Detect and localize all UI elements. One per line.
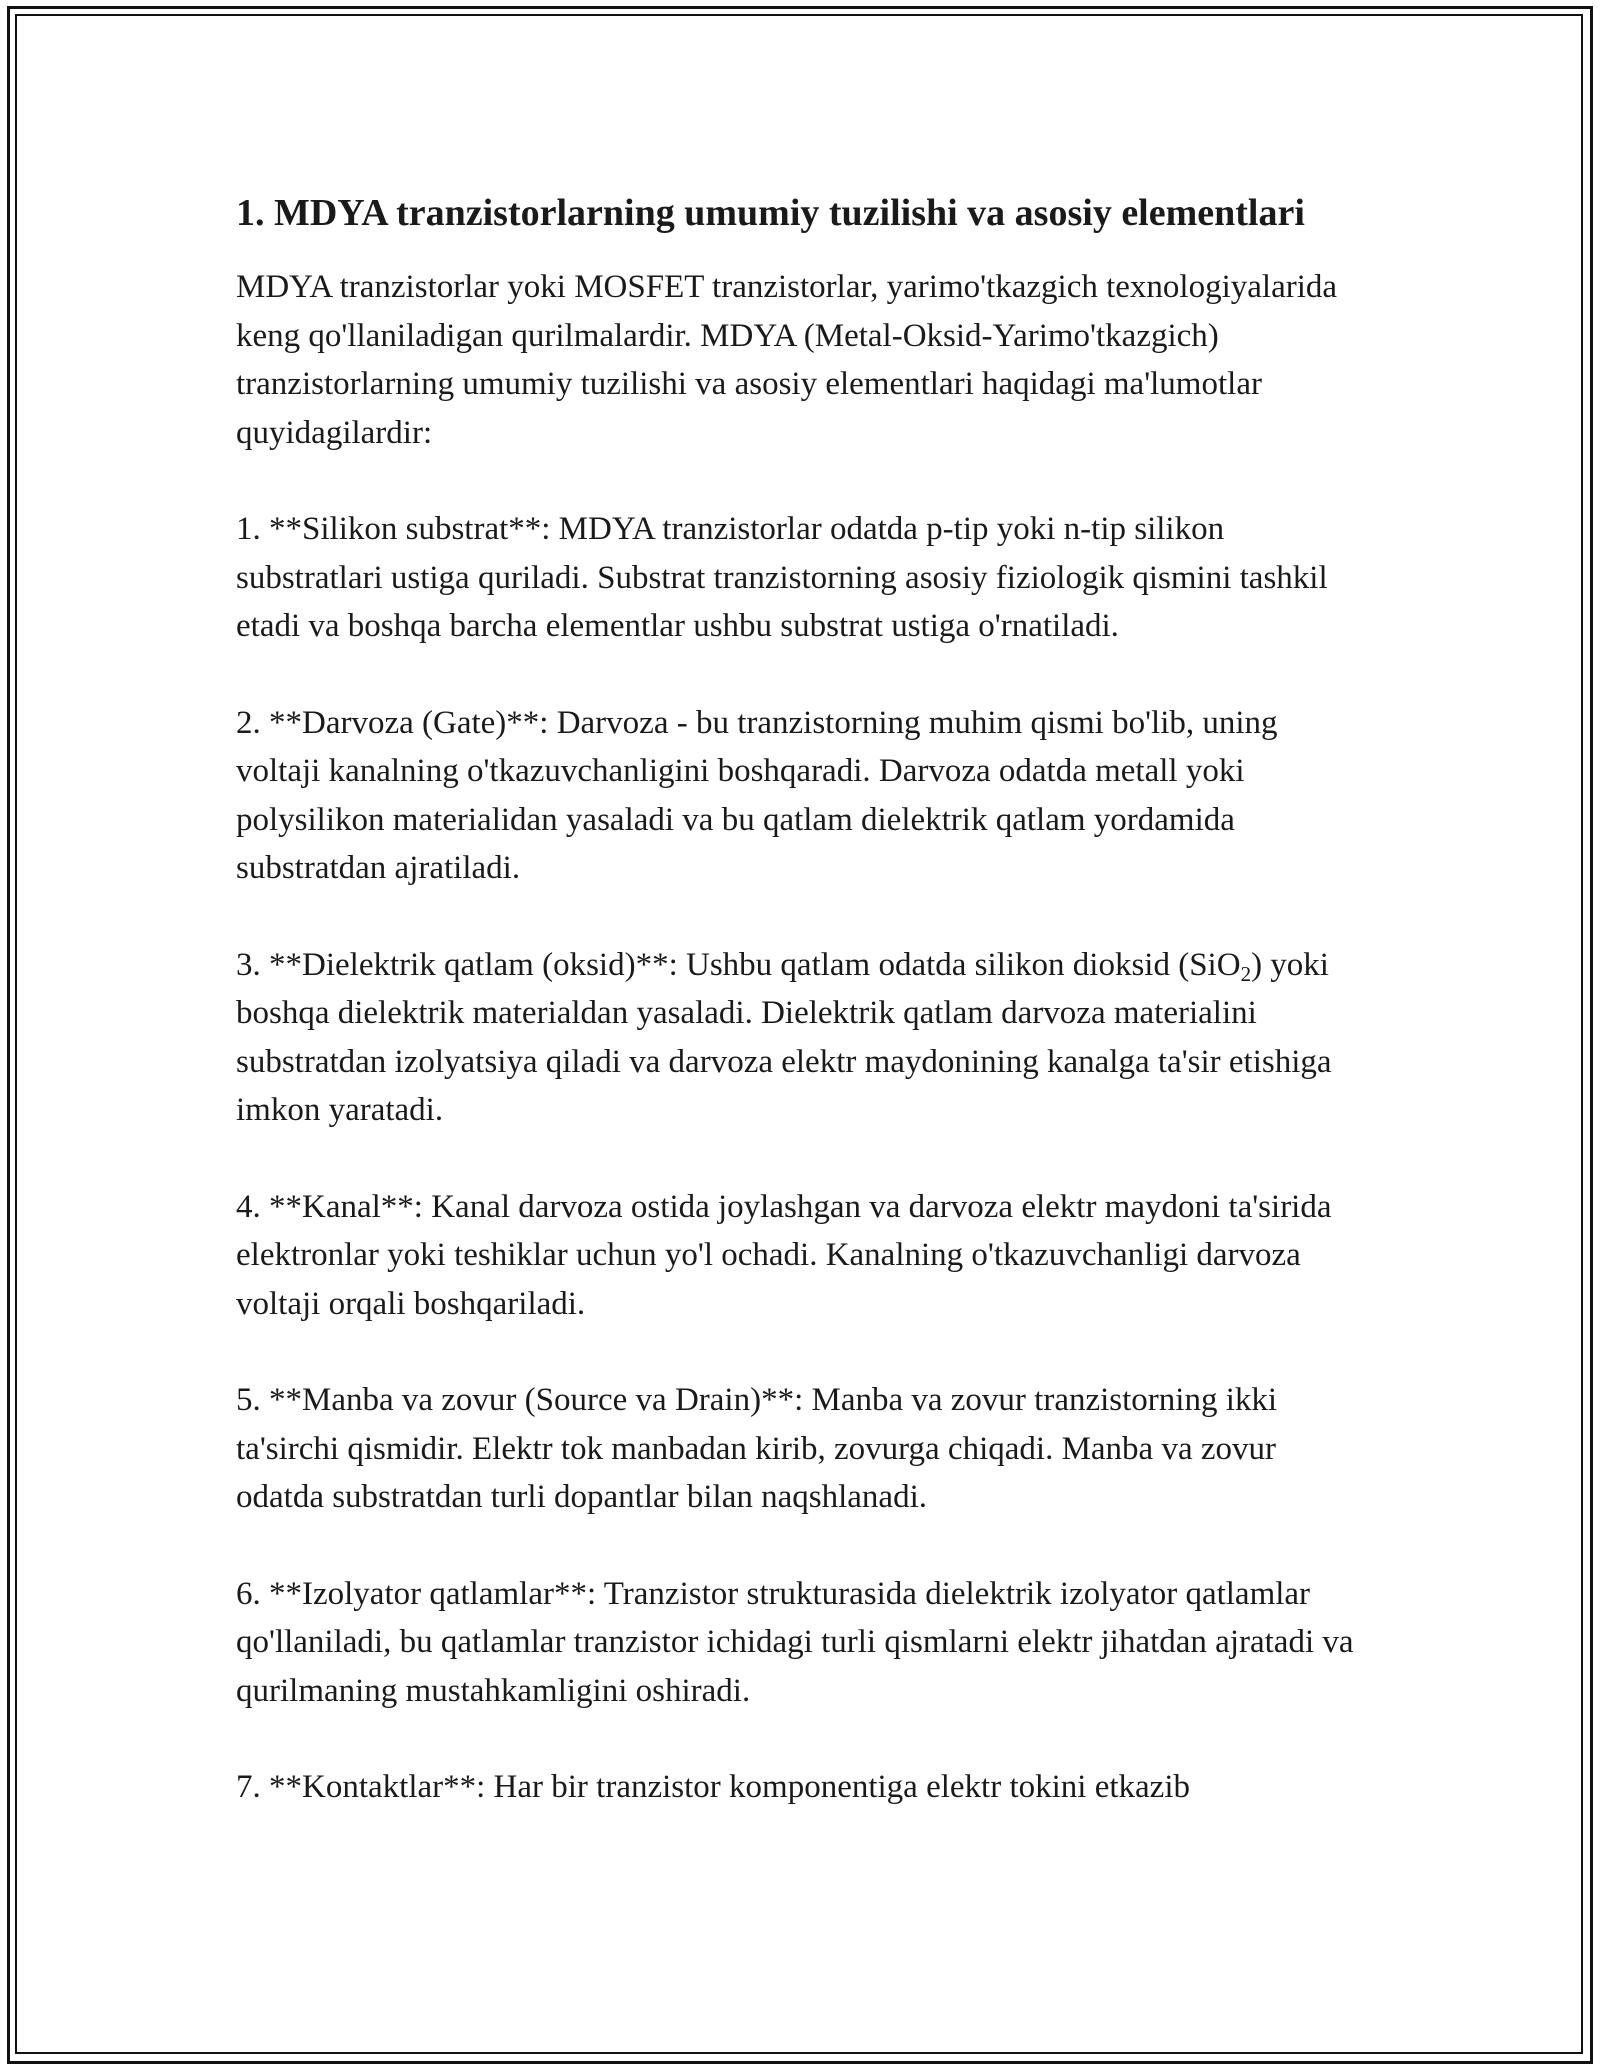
list-item-text-start: 3. **Dielektrik qatlam (oksid)**: Ushbu qatlam odatda silikon dioksid (SiO: [236, 946, 1241, 983]
list-item-darvoza: 2. **Darvoza (Gate)**: Darvoza - bu tranzistorning muhim qismi bo'lib, uning voltaji kanalning o'tkazuvchanligini boshqaradi. Darvoza odatda metall yoki polysilikon materialidan yasaladi va bu qatlam dielektrik qatlam yordamida substratdan ajratiladi.: [236, 704, 1278, 886]
list-item-izolyator-qatlamlar: 6. **Izolyator qatlamlar**: Tranzistor strukturasida dielektrik izolyator qatlamlar qo'llaniladi, bu qatlamlar tranzistor ichidagi turli qismlarni elektr jihatdan ajratadi va qurilmaning mustahkamligini oshiradi.: [236, 1575, 1354, 1709]
list-item-text-end: ) yoki boshqa dielektrik materialdan yasaladi. Dielektrik qatlam darvoza materialini substratdan izolyatsiya qiladi va darvoza elektr maydonining kanalga ta'sir etishiga imkon yaratadi.: [236, 946, 1332, 1128]
section-heading: 1. MDYA tranzistorlarning umumiy tuzilishi va asosiy elementlari: [236, 192, 1305, 234]
list-item-manba-zovur: 5. **Manba va zovur (Source va Drain)**: Manba va zovur tranzistorning ikki ta'sirchi qismidir. Elektr tok manbadan kirib, zovurga chiqadi. Manba va zovur odatda substratdan turli dopantlar bilan naqshlanadi.: [236, 1382, 1278, 1515]
list-item-kontaktlar: 7. **Kontaktlar**: Har bir tranzistor komponentiga elektr tokini etkazib: [236, 1769, 1190, 1805]
chemical-subscript: 2: [1240, 961, 1252, 986]
list-item-silikon-substrat: 1. **Silikon substrat**: MDYA tranzistorlar odatda p-tip yoki n-tip silikon substratlari ustiga quriladi. Substrat tranzistorning asosiy fiziologik qismini tashkil etadi va boshqa barcha elementlar ushbu substrat ustiga o'rnatiladi.: [236, 511, 1328, 644]
list-item-dielektrik-qatlam: [236, 941, 1366, 1135]
document-body: [236, 186, 1366, 1860]
intro-paragraph: MDYA tranzistorlar yoki MOSFET tranzistorlar, yarimo'tkazgich texnologiyalarida keng qo'llaniladigan qurilmalardir. MDYA (Metal-Oksid-Yarimo'tkazgich) tranzistorlarning umumiy tuzilishi va asosiy elementlari haqidagi ma'lumotlar quyidagilardir:: [236, 269, 1338, 451]
list-item-kanal: 4. **Kanal**: Kanal darvoza ostida joylashgan va darvoza elektr maydoni ta'sirida elektronlar yoki teshiklar uchun yo'l ochadi. Kanalning o'tkazuvchanligi darvoza voltaji orqali boshqariladi.: [236, 1188, 1332, 1322]
